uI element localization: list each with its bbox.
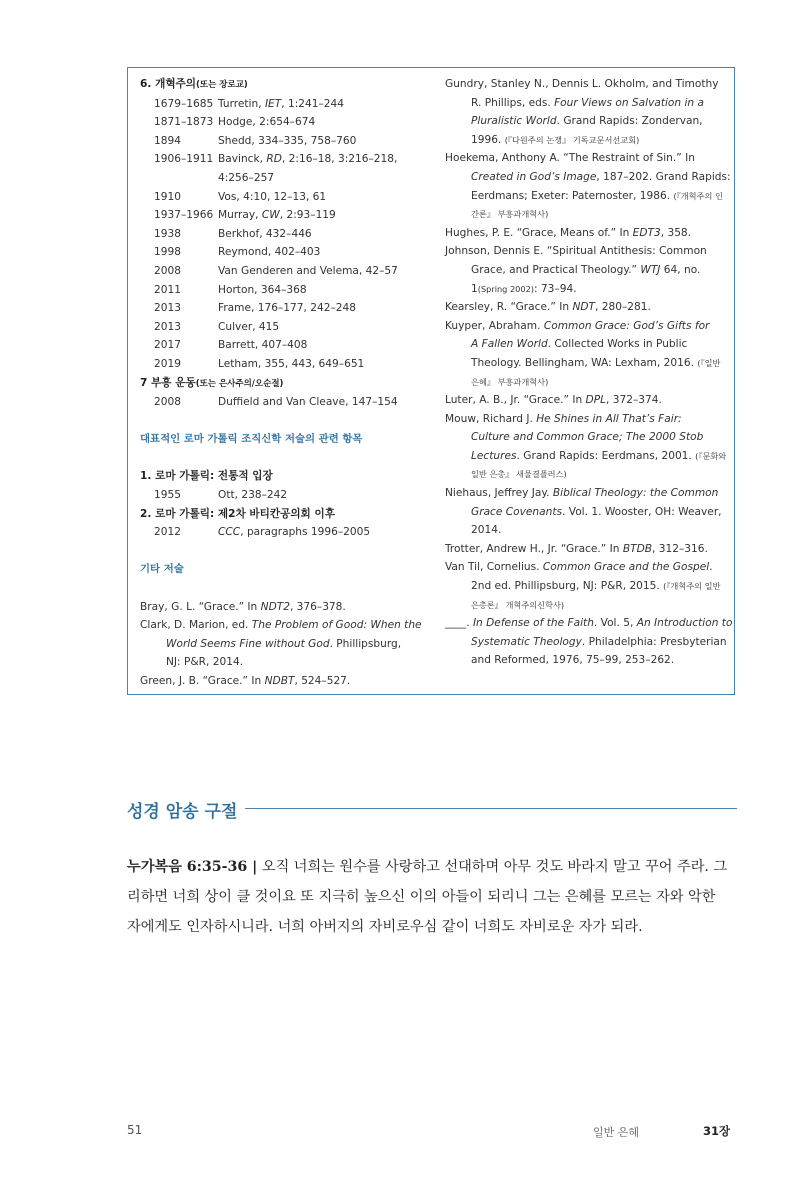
entry-year: 1955 xyxy=(154,489,181,502)
entry-reference: Ott, 238–242 xyxy=(218,489,288,502)
reference-entry xyxy=(445,391,724,410)
bibliography-entry xyxy=(140,188,426,207)
footer-chapter-number: 31장 xyxy=(703,1124,731,1138)
reference-line: NJ: P&R, 2014. xyxy=(166,656,244,669)
reference-line: Eerdmans; Exeter: Paternoster, 1986. (『개혁주의 인 xyxy=(471,189,723,202)
catholic-heading: 대표적인 로마 가톨릭 조직신학 저술의 관련 항목 xyxy=(140,433,363,446)
other-works-heading: 기타 저술 xyxy=(140,563,184,576)
bibliography-entry xyxy=(140,169,426,188)
reference-line: Hoekema, Anthony A. “The Restraint of Sin.” In xyxy=(445,152,695,165)
reference-line: Culture and Common Grace; The 2000 Stob xyxy=(471,431,704,444)
entry-year: 1937–1966 xyxy=(154,209,214,222)
catholic-subheading-traditional: 1. 로마 가톨릭: 전통적 입장 xyxy=(140,470,273,483)
entry-year: 1871–1873 xyxy=(154,116,214,129)
bibliography-entry xyxy=(140,113,426,132)
reference-line: 은혜』 부흥과개혁사) xyxy=(471,376,549,387)
bibliography-entry xyxy=(140,281,426,300)
memory-verse-title: 성경 암송 구절 xyxy=(127,802,238,822)
verse-line-1: 누가복음 6:35-36 | 오직 너희는 원수를 사랑하고 선대하며 아무 것도 바라지 말고 꾸어 주라. 그 xyxy=(127,859,728,875)
reference-entry xyxy=(445,75,724,149)
reference-line: Trotter, Andrew H., Jr. “Grace.” In BTDB, 312–316. xyxy=(445,542,708,555)
entry-year: 2013 xyxy=(154,320,181,333)
reference-line: Hughes, P. E. “Grace, Means of.” In EDT3, 358. xyxy=(445,226,692,239)
reference-line: Created in God’s Image, 187–202. Grand Rapids: xyxy=(471,170,731,183)
memory-verse-text xyxy=(127,852,739,942)
reference-entry xyxy=(140,598,426,617)
reference-line: Kuyper, Abraham. Common Grace: God’s Gifts for xyxy=(445,319,710,332)
entry-reference: CCC, paragraphs 1996–2005 xyxy=(218,526,371,539)
entry-reference: Culver, 415 xyxy=(218,320,280,333)
reference-entry xyxy=(445,540,724,559)
bibliography-entry xyxy=(140,150,426,169)
bibliography-entry xyxy=(140,206,426,225)
bibliography-entry xyxy=(140,225,426,244)
reference-line: A Fallen World. Collected Works in Public xyxy=(471,338,688,351)
reference-line: Kearsley, R. “Grace.” In NDT, 280–281. xyxy=(445,301,651,314)
reference-line: 1(Spring 2002): 73–94. xyxy=(471,282,577,295)
reference-line: Theology. Bellingham, WA: Lexham, 2016. (『일반 xyxy=(471,356,721,369)
other-works-list xyxy=(140,598,426,691)
right-reference-list xyxy=(445,75,733,670)
bibliography-entry xyxy=(140,243,426,262)
reference-line: Pluralistic World. Grand Rapids: Zondervan, xyxy=(471,115,703,128)
entry-year: 2017 xyxy=(154,339,181,352)
entry-year: 1906–1911 xyxy=(154,153,214,166)
entry-reference: Berkhof, 432–446 xyxy=(218,227,312,240)
entry-reference: Van Genderen and Velema, 42–57 xyxy=(218,264,398,277)
bibliography-entry xyxy=(140,393,426,412)
bibliography-entry xyxy=(140,486,426,505)
revival-heading: 7 부흥 운동(또는 은사주의/오순절) xyxy=(140,376,284,389)
entry-year: 2011 xyxy=(154,283,181,296)
bibliography-entry xyxy=(140,299,426,318)
entry-year: 1998 xyxy=(154,246,181,259)
entry-year: 2012 xyxy=(154,526,181,539)
entry-year: 1894 xyxy=(154,134,181,147)
reference-line: and Reformed, 1976, 75–99, 253–262. xyxy=(471,654,675,667)
bibliography-left-column xyxy=(140,75,426,691)
entry-reference: Frame, 176–177, 242–248 xyxy=(218,302,356,315)
reference-entry xyxy=(445,614,733,670)
entry-reference: Letham, 355, 443, 649–651 xyxy=(218,357,365,370)
reformed-heading: 6. 개혁주의(또는 장로교) xyxy=(140,78,248,90)
entry-reference: Vos, 4:10, 12–13, 61 xyxy=(218,190,327,203)
reference-line: 은총론』 개혁주의신학사) xyxy=(471,599,565,610)
reformed-rows xyxy=(140,95,426,374)
reference-line: Systematic Theology. Philadelphia: Presbyterian xyxy=(471,635,727,648)
reference-line: Green, J. B. “Grace.” In NDBT, 524–527. xyxy=(140,675,351,687)
reference-entry xyxy=(445,298,724,317)
entry-reference: Horton, 364–368 xyxy=(218,283,307,296)
entry-reference: Hodge, 2:654–674 xyxy=(218,116,316,129)
reference-line: 간론』 부흥과개혁사) xyxy=(471,209,549,220)
reference-line: Grace, and Practical Theology.” WTJ 64, no. xyxy=(471,263,701,276)
footer-chapter-title: 일반 은혜 xyxy=(593,1126,640,1139)
reference-line: World Seems Fine without God. Phillipsburg, xyxy=(166,637,402,650)
verse-reference: 누가복음 6:35-36 | xyxy=(127,859,258,875)
entry-year: 2019 xyxy=(154,357,181,370)
bibliography-entry xyxy=(140,95,426,114)
entry-reference: Murray, CW, 2:93–119 xyxy=(218,209,336,222)
entry-year: 2008 xyxy=(154,264,181,277)
entry-reference: Barrett, 407–408 xyxy=(218,339,308,352)
entry-reference: 4:256–257 xyxy=(218,171,275,184)
entry-reference: Shedd, 334–335, 758–760 xyxy=(218,134,357,147)
reference-line: ____. In Defense of the Faith. Vol. 5, An Introduction to xyxy=(445,617,733,630)
heading-rule xyxy=(245,808,737,809)
reference-line: R. Phillips, eds. Four Views on Salvation in a xyxy=(471,96,705,109)
entry-year: 1679–1685 xyxy=(154,97,214,110)
page-number: 51 xyxy=(127,1123,143,1137)
bibliography-entry xyxy=(140,132,426,151)
entry-year: 2013 xyxy=(154,302,181,315)
reference-line: Johnson, Dennis E. “Spiritual Antithesis: Common xyxy=(445,245,707,258)
revival-rows xyxy=(140,393,426,412)
entry-year: 2008 xyxy=(154,396,181,409)
entry-reference: Bavinck, RD, 2:16–18, 3:216–218, xyxy=(218,153,398,166)
bibliography-entry xyxy=(140,262,426,281)
catholic-rows-traditional xyxy=(140,486,426,505)
catholic-subheading-post-vatican: 2. 로마 가톨릭: 제2차 바티칸공의회 이후 xyxy=(140,507,335,520)
reference-line: 일반 은총』 새물결플러스) xyxy=(471,469,567,480)
bibliography-entry xyxy=(140,336,426,355)
reference-line: Mouw, Richard J. He Shines in All That’s Fair: xyxy=(445,412,682,425)
reference-entry xyxy=(445,224,724,243)
reference-line: 1996. (『다원주의 논쟁』 기독교문서선교회) xyxy=(471,133,640,146)
reference-entry xyxy=(445,484,724,540)
reference-line: Niehaus, Jeffrey Jay. Biblical Theology: the Common xyxy=(445,487,719,500)
reference-line: Gundry, Stanley N., Dennis L. Okholm, and Timothy xyxy=(445,78,719,90)
memory-verse-heading xyxy=(127,797,737,821)
bibliography-entry xyxy=(140,523,426,542)
reference-entry xyxy=(140,672,426,691)
reference-entry xyxy=(445,558,724,614)
bibliography-right-column xyxy=(445,75,733,670)
reference-entry xyxy=(140,616,426,672)
reference-line: Bray, G. L. “Grace.” In NDT2, 376–378. xyxy=(140,600,346,613)
reference-line: Luter, A. B., Jr. “Grace.” In DPL, 372–374. xyxy=(445,394,662,407)
entry-year: 1910 xyxy=(154,190,181,203)
bibliography-entry xyxy=(140,355,426,374)
reference-entry xyxy=(445,149,731,223)
reference-line: 2nd ed. Phillipsburg, NJ: P&R, 2015. (『개혁주의 일반 xyxy=(471,580,721,593)
reference-entry xyxy=(445,242,724,298)
entry-year: 1938 xyxy=(154,227,181,240)
entry-reference: Turretin, IET, 1:241–244 xyxy=(218,97,345,110)
reference-entry xyxy=(445,410,727,484)
reference-line: Clark, D. Marion, ed. The Problem of Good: When the xyxy=(140,619,422,632)
reference-line: Van Til, Cornelius. Common Grace and the Gospel. xyxy=(445,561,713,574)
reference-entry xyxy=(445,317,724,391)
reference-line: Grace Covenants. Vol. 1. Wooster, OH: Weaver, xyxy=(471,505,722,518)
entry-reference: Duffield and Van Cleave, 147–154 xyxy=(218,396,398,409)
reference-line: 2014. xyxy=(471,524,502,537)
reference-line: Lectures. Grand Rapids: Eerdmans, 2001. (『문화와 xyxy=(471,449,727,462)
verse-line-3: 자에게도 인자하시니라. 너희 아버지의 자비로우심 같이 너희도 자비로운 자가 되라. xyxy=(127,919,643,935)
catholic-rows-post-vatican xyxy=(140,523,426,542)
entry-reference: Reymond, 402–403 xyxy=(218,246,321,259)
bibliography-entry xyxy=(140,318,426,337)
bibliography-box xyxy=(127,67,735,695)
verse-line-2: 리하면 너희 상이 클 것이요 또 지극히 높으신 이의 아들이 되리니 그는 은혜를 모르는 자와 악한 xyxy=(127,889,716,905)
